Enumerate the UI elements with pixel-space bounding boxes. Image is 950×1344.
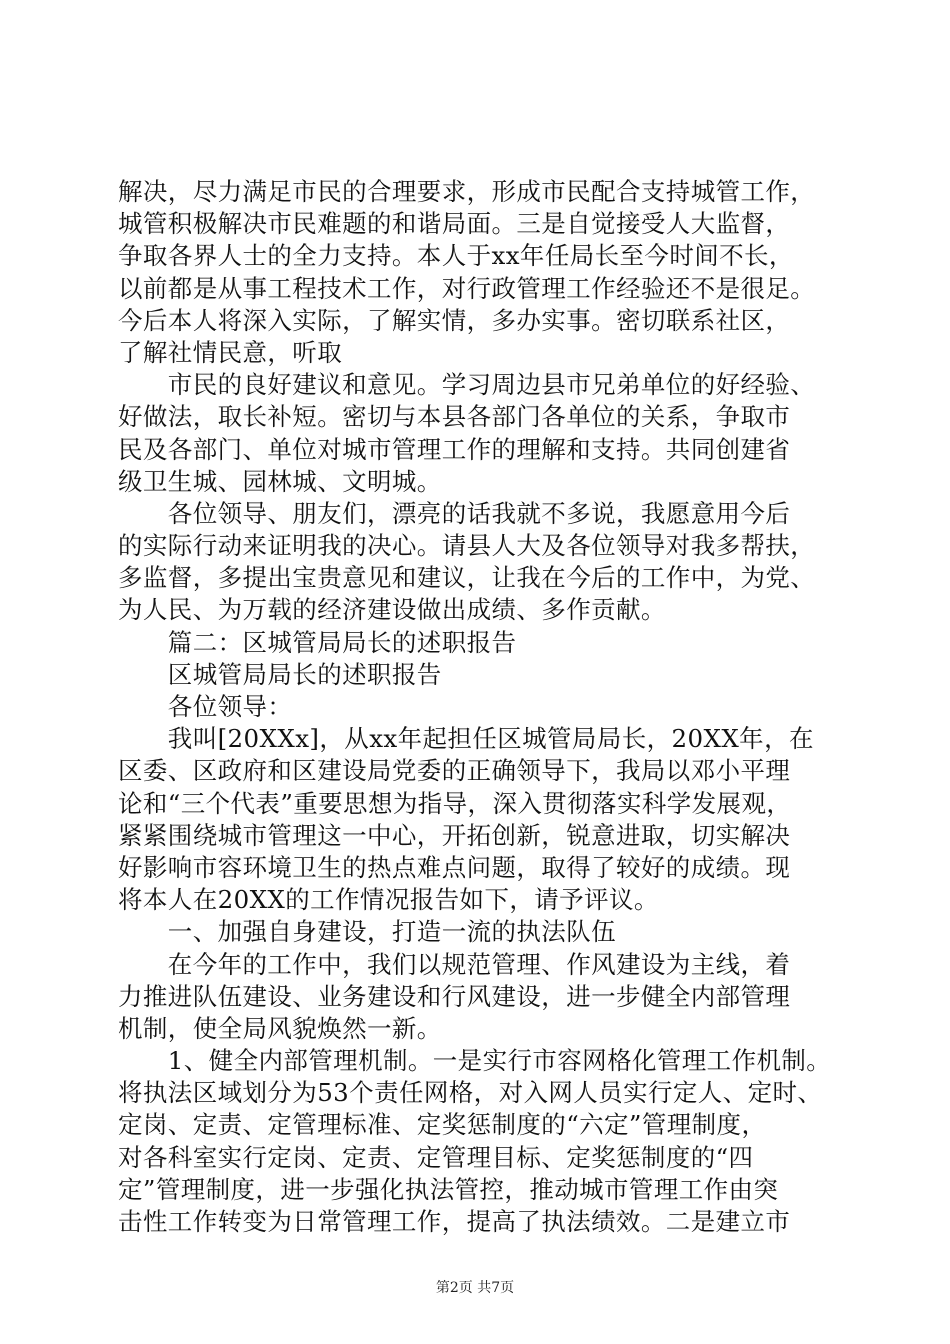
text-line: 论和“三个代表”重要思想为指导，深入贯彻落实科学发展观， — [118, 788, 792, 818]
text-line: 解决，尽力满足市民的合理要求，形成市民配合支持城管工作， — [118, 177, 816, 206]
text-line: 城管积极解决市民难题的和谐局面。三是自觉接受人大监督， — [118, 209, 791, 239]
text-line: 今后本人将深入实际，了解实情，多办实事。密切联系社区， — [118, 305, 791, 335]
text-line: 我叫[20XXx]，从xx年起担任区城管局局长，20XX年，在 — [118, 724, 814, 754]
text-line: 各位领导、朋友们，漂亮的话我就不多说，我愿意用今后 — [118, 498, 791, 528]
text-line: 了解社情民意，听取 — [118, 337, 343, 367]
text-line: 定”管理制度，进一步强化执法管控，推动城市管理工作由突 — [118, 1174, 779, 1204]
page-footer: 第2页 共7页 — [435, 1280, 515, 1296]
text-line: 级卫生城、园林城、文明城。 — [118, 466, 442, 496]
text-line: 区城管局局长的述职报告 — [118, 659, 442, 689]
text-line: 机制，使全局风貌焕然一新。 — [118, 1013, 442, 1043]
text-line: 对各科室实行定岗、定责、定管理目标、定奖惩制度的“四 — [118, 1142, 754, 1172]
text-line: 力推进队伍建设、业务建设和行风建设，进一步健全内部管理 — [118, 981, 791, 1011]
text-line: 紧紧围绕城市管理这一中心，开拓创新，锐意进取，切实解决 — [118, 820, 791, 850]
text-line: 将执法区域划分为53个责任网格，对入网人员实行定人、定时、 — [118, 1078, 823, 1108]
text-line: 定岗、定责、定管理标准、定奖惩制度的“六定”管理制度， — [118, 1110, 767, 1140]
text-line: 将本人在20XX的工作情况报告如下，请予评议。 — [118, 885, 659, 915]
text-line: 好做法，取长补短。密切与本县各部门各单位的关系，争取市 — [118, 402, 791, 432]
text-line: 为人民、为万载的经济建设做出成绩、多作贡献。 — [118, 595, 666, 625]
text-line: 争取各界人士的全力支持。本人于xx年任局长至今时间不长， — [118, 241, 794, 271]
document-body — [118, 176, 838, 1238]
text-line: 1、健全内部管理机制。一是实行市容网格化管理工作机制。 — [118, 1046, 832, 1076]
text-line: 好影响市容环境卫生的热点难点问题，取得了较好的成绩。现 — [118, 852, 791, 882]
text-line: 击性工作转变为日常管理工作，提高了执法绩效。二是建立市 — [118, 1207, 791, 1236]
text-line: 市民的良好建议和意见。学习周边县市兄弟单位的好经验、 — [118, 370, 816, 400]
text-line: 民及各部门、单位对城市管理工作的理解和支持。共同创建省 — [118, 434, 791, 464]
text-line: 多监督，多提出宝贵意见和建议，让我在今后的工作中，为党、 — [118, 563, 816, 593]
text-line: 区委、区政府和区建设局党委的正确领导下，我局以邓小平理 — [118, 756, 791, 786]
text-line: 在今年的工作中，我们以规范管理、作风建设为主线，着 — [118, 949, 791, 979]
text-line: 一、加强自身建设，打造一流的执法队伍 — [118, 917, 616, 947]
text-line: 以前都是从事工程技术工作，对行政管理工作经验还不是很足。 — [118, 273, 816, 303]
text-line: 篇二：区城管局局长的述职报告 — [118, 627, 517, 657]
text-line: 的实际行动来证明我的决心。请县人大及各位领导对我多帮扶， — [118, 531, 816, 561]
text-line: 各位领导： — [118, 692, 293, 721]
